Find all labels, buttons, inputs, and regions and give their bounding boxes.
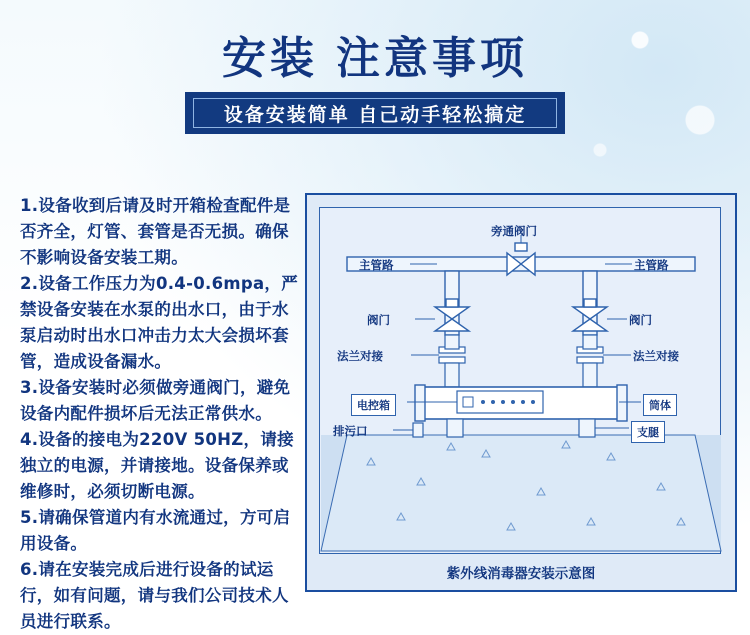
label-control-box: 电控箱	[351, 394, 396, 416]
label-body: 筒体	[643, 394, 677, 416]
title-main: 安装	[222, 33, 318, 84]
label-drain: 排污口	[333, 424, 368, 438]
label-valve-left: 阀门	[367, 313, 390, 327]
header	[0, 0, 750, 178]
label-flange-right: 法兰对接	[633, 349, 679, 363]
note-item: 2.设备工作压力为0.4-0.6mpa，严禁设备安装在水泵的出水口，由于水泵启动时出水口冲击力太大会损坏套管，造成设备漏水。	[20, 274, 298, 371]
banner	[185, 92, 565, 134]
title-sub: 注意事项	[336, 33, 528, 84]
diagram-caption: 紫外线消毒器安装示意图	[446, 566, 596, 582]
diagram-graphics	[307, 195, 735, 590]
label-main-pipe-right: 主管路	[634, 258, 669, 272]
label-legs: 支腿	[631, 421, 665, 443]
notes-list	[20, 193, 300, 635]
note-item: 5.请确保管道内有水流通过，方可启用设备。	[20, 508, 291, 553]
banner-text: 设备安装简单 自己动手轻松搞定	[193, 98, 557, 128]
note-item: 3.设备安装时必须做旁通阀门，避免设备内配件损坏后无法正常供水。	[20, 378, 291, 423]
note-item: 4.设备的接电为220V 50HZ，请接独立的电源，并请接地。设备保养或维修时，必须切断电源。	[20, 430, 294, 501]
note-item: 1.设备收到后请及时开箱检查配件是否齐全，灯管、套管是否无损。确保不影响设备安装工期。	[20, 196, 291, 267]
installation-diagram	[305, 193, 737, 592]
note-item: 6.请在安装完成后进行设备的试运行，如有问题，请与我们公司技术人员进行联系。	[20, 560, 289, 631]
label-main-pipe-left: 主管路	[359, 258, 394, 272]
label-flange-left: 法兰对接	[337, 349, 383, 363]
page-title	[0, 22, 750, 86]
label-bypass-valve: 旁通阀门	[491, 224, 537, 238]
label-valve-right: 阀门	[629, 313, 652, 327]
